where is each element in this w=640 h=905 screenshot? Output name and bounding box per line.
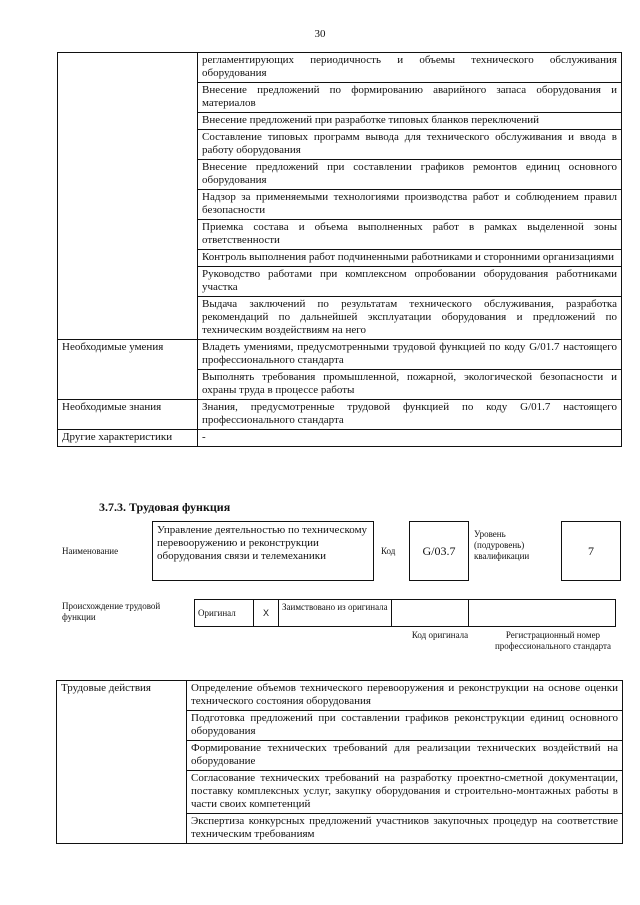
action-item: Руководство работами при комплексном опробовании оборудования работниками участка [198, 267, 622, 297]
labor-action-item: Экспертиза конкурсных предложений участников закупочных процедур на соответствие техническим требованиям [187, 814, 623, 844]
action-item: Составление типовых программ вывода для технического обслуживания и ввода в работу оборудования [198, 130, 622, 160]
action-item: Надзор за применяемыми технологиями производства работ и соблюдением правил безопасности [198, 190, 622, 220]
knowledge-item: Знания, предусмотренные трудовой функцией по коду G/01.7 настоящего профессионального стандарта [198, 400, 622, 430]
skill-item: Выполнять требования промышленной, пожарной, экологической безопасности и охраны труда в процессе работы [198, 370, 622, 400]
skills-label: Необходимые умения [58, 340, 198, 400]
other-characteristics-label: Другие характеристики [58, 430, 198, 447]
borrowed-label: Заимствовано из оригинала [278, 599, 392, 627]
action-item: регламентирующих периодичность и объемы технического обслуживания оборудования [198, 53, 622, 83]
page-number: 30 [314, 28, 326, 40]
skill-item: Владеть умениями, предусмотренными трудовой функцией по коду G/01.7 настоящего профессионального стандарта [198, 340, 622, 370]
action-item: Внесение предложений при составлении графиков ремонтов единиц основного оборудования [198, 160, 622, 190]
action-item: Выдача заключений по результатам технического обслуживания, разработка рекомендаций по дальнейшей эксплуатации оборудования и предложений по техническим воздействиям на него [198, 297, 622, 340]
labor-action-item: Формирование технических требований для реализации технических воздействий на оборудование [187, 741, 623, 771]
action-item: Внесение предложений по формированию аварийного запаса оборудования и материалов [198, 83, 622, 113]
original-mark: X [253, 599, 279, 627]
function-name-value: Управление деятельностью по техническому перевооружению и реконструкции оборудования связи и телемеханики [152, 521, 374, 581]
name-label: Наименование [62, 546, 119, 556]
action-item: Приемка состава и объема выполненных работ в рамках выделенной зоны ответственности [198, 220, 622, 250]
section-title: 3.7.3. Трудовая функция [99, 500, 231, 514]
labor-action-item: Согласование технических требований на разработку проектно-сметной документации, поставку комплексных услуг, закупку оборудования и строительно-монтажных работы в части своих компетенций [187, 771, 623, 814]
function-code-value: G/03.7 [409, 521, 469, 581]
level-label: Уровень (подуровень) квалификации [474, 529, 530, 561]
original-code-cell [391, 599, 469, 627]
knowledge-label: Необходимые знания [58, 400, 198, 430]
qualification-level-value: 7 [561, 521, 621, 581]
labor-action-item: Определение объемов технического перевооружения и реконструкции на основе оценки технического состояния оборудования [187, 681, 623, 711]
registration-number-cell [468, 599, 616, 627]
labor-actions-label-cell [58, 53, 198, 340]
labor-actions-table [56, 680, 623, 844]
registration-number-caption: Регистрационный номер профессионального стандарта [494, 630, 612, 651]
code-original-caption: Код оригинала [411, 630, 469, 640]
requirements-table [57, 52, 622, 447]
code-label: Код [381, 546, 396, 556]
labor-action-item: Подготовка предложений при составлении графиков реконструкции единиц основного оборудования [187, 711, 623, 741]
original-label: Оригинал [194, 599, 254, 627]
origin-label: Происхождение трудовой функции [62, 601, 161, 622]
labor-actions-label: Трудовые действия [57, 681, 187, 844]
action-item: Внесение предложений при разработке типовых бланков переключений [198, 113, 622, 130]
origin-row [194, 599, 616, 627]
other-characteristics-value: - [198, 430, 622, 447]
action-item: Контроль выполнения работ подчиненными работниками и сторонними организациями [198, 250, 622, 267]
